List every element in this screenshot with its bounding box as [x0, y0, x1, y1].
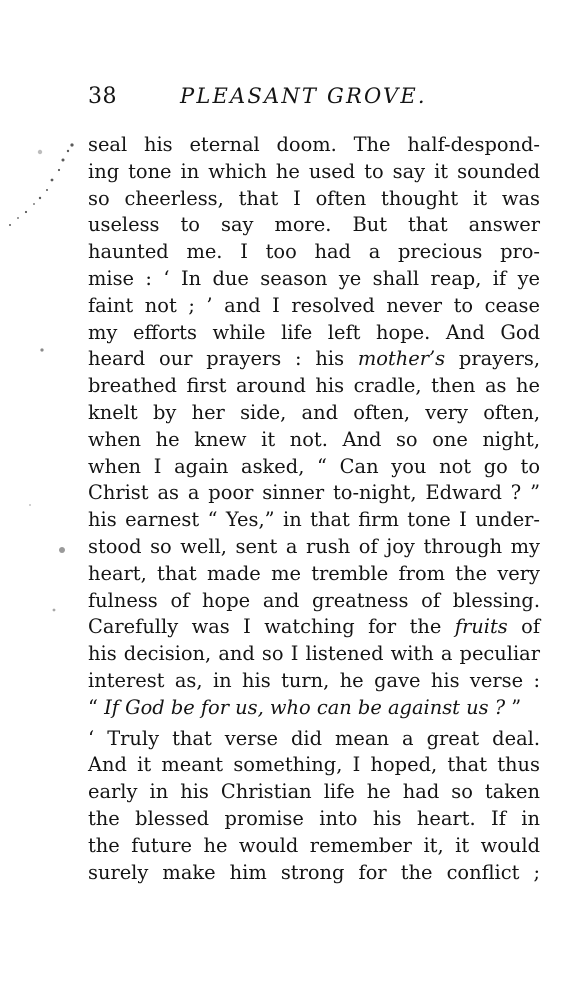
- text-line: [88, 346, 540, 373]
- text-line: fulness of hope and greatness of blessing.: [88, 588, 540, 612]
- body-text: [88, 132, 540, 886]
- page-number: 38: [88, 84, 117, 109]
- text-line: [88, 614, 540, 641]
- text-line: so cheerless, that I often thought it was: [88, 186, 540, 210]
- text-line: when I again asked, “ Can you not go to: [88, 454, 540, 478]
- text-line: breathed first around his cradle, then as he: [88, 374, 540, 398]
- text-line: Christ as a poor sinner to-night, Edward ? ”: [88, 481, 540, 505]
- text-line: mise : ‘ In due season ye shall reap, if ye: [88, 266, 540, 290]
- text-line: when he knew it not. And so one night,: [88, 427, 540, 451]
- text-line: the blessed promise into his heart. If in: [88, 806, 540, 830]
- running-title: PLEASANT GROVE.: [180, 84, 427, 108]
- italic-emphasis: If God be for us, who can be against us ?: [104, 695, 506, 719]
- text-fragment: heard our prayers : his: [88, 347, 358, 371]
- text-line: faint not ; ’ and I resolved never to cease: [88, 293, 540, 317]
- ink-speck-cluster: [9, 143, 74, 611]
- text-fragment: of: [507, 615, 541, 639]
- italic-emphasis: fruits: [454, 615, 508, 639]
- text-fragment: “: [88, 695, 105, 719]
- page-header: [88, 84, 546, 114]
- italic-emphasis: mother’s: [357, 347, 446, 371]
- text-fragment: prayers,: [445, 347, 540, 371]
- text-line: ‘ Truly that verse did mean a great deal.: [88, 726, 540, 750]
- text-line: stood so well, sent a rush of joy through my: [88, 534, 540, 558]
- text-line: knelt by her side, and often, very often,: [88, 400, 540, 424]
- text-line: his decision, and so I listened with a peculiar: [88, 642, 540, 666]
- text-line: seal his eternal doom. The half-despond-: [88, 133, 540, 156]
- text-line: early in his Christian life he had so taken: [88, 780, 540, 804]
- text-line: heart, that made me tremble from the very: [88, 561, 540, 585]
- text-line: my efforts while life left hope. And God: [88, 320, 540, 344]
- text-fragment: ”: [505, 695, 522, 719]
- text-line: surely make him strong for the conflict ;: [88, 860, 540, 884]
- text-line: ing tone in which he used to say it sounded: [88, 159, 540, 183]
- text-line: interest as, in his turn, he gave his verse :: [88, 668, 540, 692]
- text-line: his earnest “ Yes,” in that firm tone I under-: [88, 508, 540, 532]
- text-line: the future he would remember it, it would: [88, 833, 540, 857]
- text-line: useless to say more. But that answer: [88, 213, 540, 237]
- scripture-verse-line: [88, 695, 540, 722]
- text-line: And it meant something, I hoped, that thus: [88, 753, 540, 777]
- text-fragment: Carefully was I watching for the: [88, 615, 455, 639]
- text-line: haunted me. I too had a precious pro-: [88, 240, 540, 264]
